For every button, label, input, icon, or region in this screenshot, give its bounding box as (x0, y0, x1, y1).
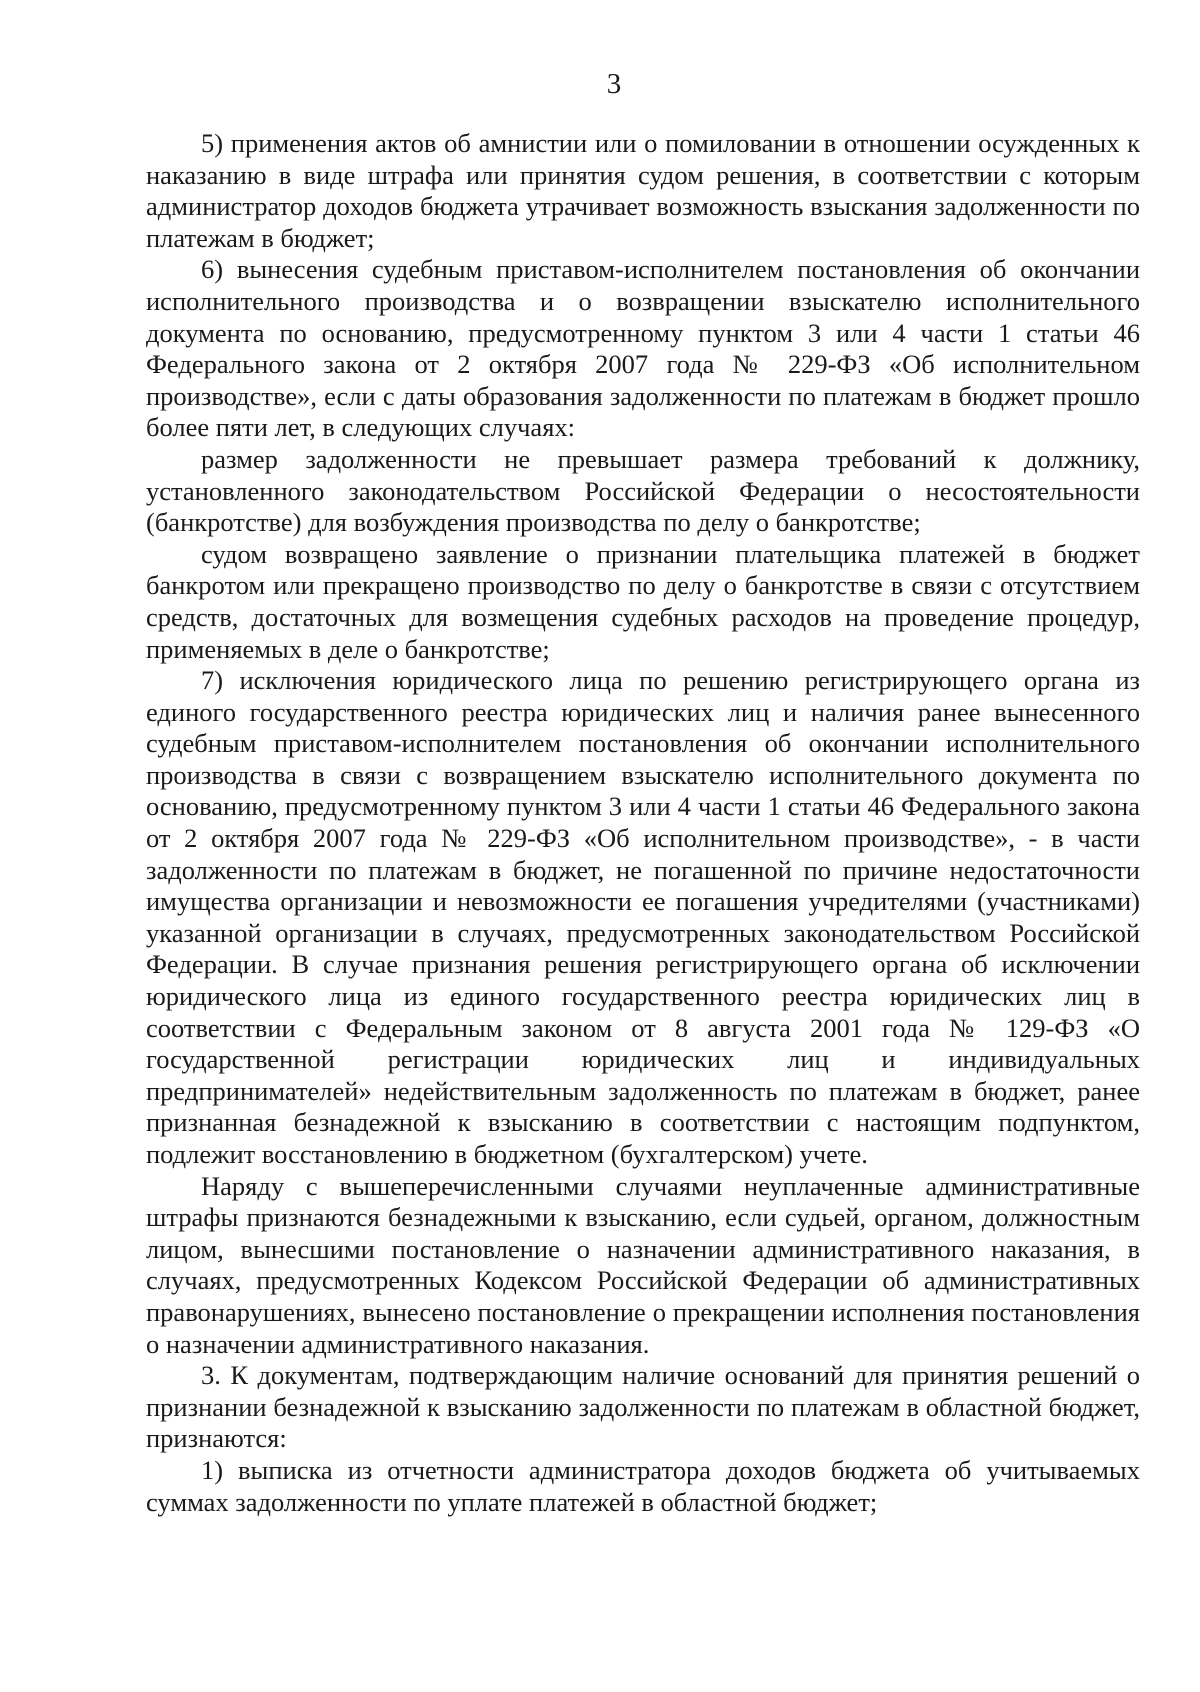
paragraph-debt-size: размер задолженности не превышает размера требований к должнику, установленного законодательством Российской Федерации о несостоятельности (банкротстве) для возбуждения производства по делу о банкротстве; (146, 443, 1140, 538)
paragraph-item-6-bailiff: 6) вынесения судебным приставом-исполнителем постановления об окончании исполнительного производства и о возвращении взыскателю исполнительного документа по основанию, предусмотренному пунктом 3 или 4 части 1 статьи 46 Федерального закона от 2 октября 2007 года № 229-ФЗ «Об исполнительном производстве», если с даты образования задолженности по платежам в бюджет прошло более пяти лет, в следующих случаях: (146, 254, 1140, 443)
document-body (146, 128, 1140, 1518)
paragraph-administrative-fines: Наряду с вышеперечисленными случаями неуплаченные административные штрафы признаются безнадежными к взысканию, если судьей, органом, должностным лицом, вынесшими постановление о назначении административного наказания, в случаях, предусмотренных Кодексом Российской Федерации об административных правонарушениях, вынесено постановление о прекращении исполнения постановления о назначении административного наказания. (146, 1170, 1140, 1359)
paragraph-section-3: 3. К документам, подтверждающим наличие оснований для принятия решений о признании безнадежной к взысканию задолженности по платежам в областной бюджет, признаются: (146, 1360, 1140, 1454)
page-number: 3 (606, 68, 622, 100)
paragraph-item-5-amnesty: 5) применения актов об амнистии или о помиловании в отношении осужденных к наказанию в виде штрафа или принятия судом решения, в соответствии с которым администратор доходов бюджета утрачивает возможность взыскания задолженности по платежам в бюджет; (146, 128, 1140, 253)
paragraph-sub-1-statement: 1) выписка из отчетности администратора доходов бюджета об учитываемых суммах задолженности по уплате платежей в областной бюджет; (146, 1454, 1140, 1517)
paragraph-court-returned: судом возвращено заявление о признании плательщика платежей в бюджет банкротом или прекращено производство по делу о банкротстве в связи с отсутствием средств, достаточных для возмещения судебных расходов на проведение процедур, применяемых в деле о банкротстве; (146, 538, 1140, 664)
paragraph-item-7-exclusion: 7) исключения юридического лица по решению регистрирующего органа из единого государственного реестра юридических лиц и наличия ранее вынесенного судебным приставом-исполнителем постановления об окончании исполнительного производства в связи с возвращением взыскателю исполнительного документа по основанию, предусмотренному пунктом 3 или 4 части 1 статьи 46 Федерального закона от 2 октября 2007 года № 229-ФЗ «Об исполнительном производстве», - в части задолженности по платежам в бюджет, не погашенной по причине недостаточности имущества организации и невозможности ее погашения учредителями (участниками) указанной организации в случаях, предусмотренных законодательством Российской Федерации. В случае признания решения регистрирующего органа об исключении юридического лица из единого государственного реестра юридических лиц в соответствии с Федеральным законом от 8 августа 2001 года № 129-ФЗ «О государственной регистрации юридических лиц и индивидуальных предпринимателей» недействительным задолженность по платежам в бюджет, ранее признанная безнадежной к взысканию в соответствии с настоящим подпунктом, подлежит восстановлению в бюджетном (бухгалтерском) учете. (146, 665, 1140, 1169)
